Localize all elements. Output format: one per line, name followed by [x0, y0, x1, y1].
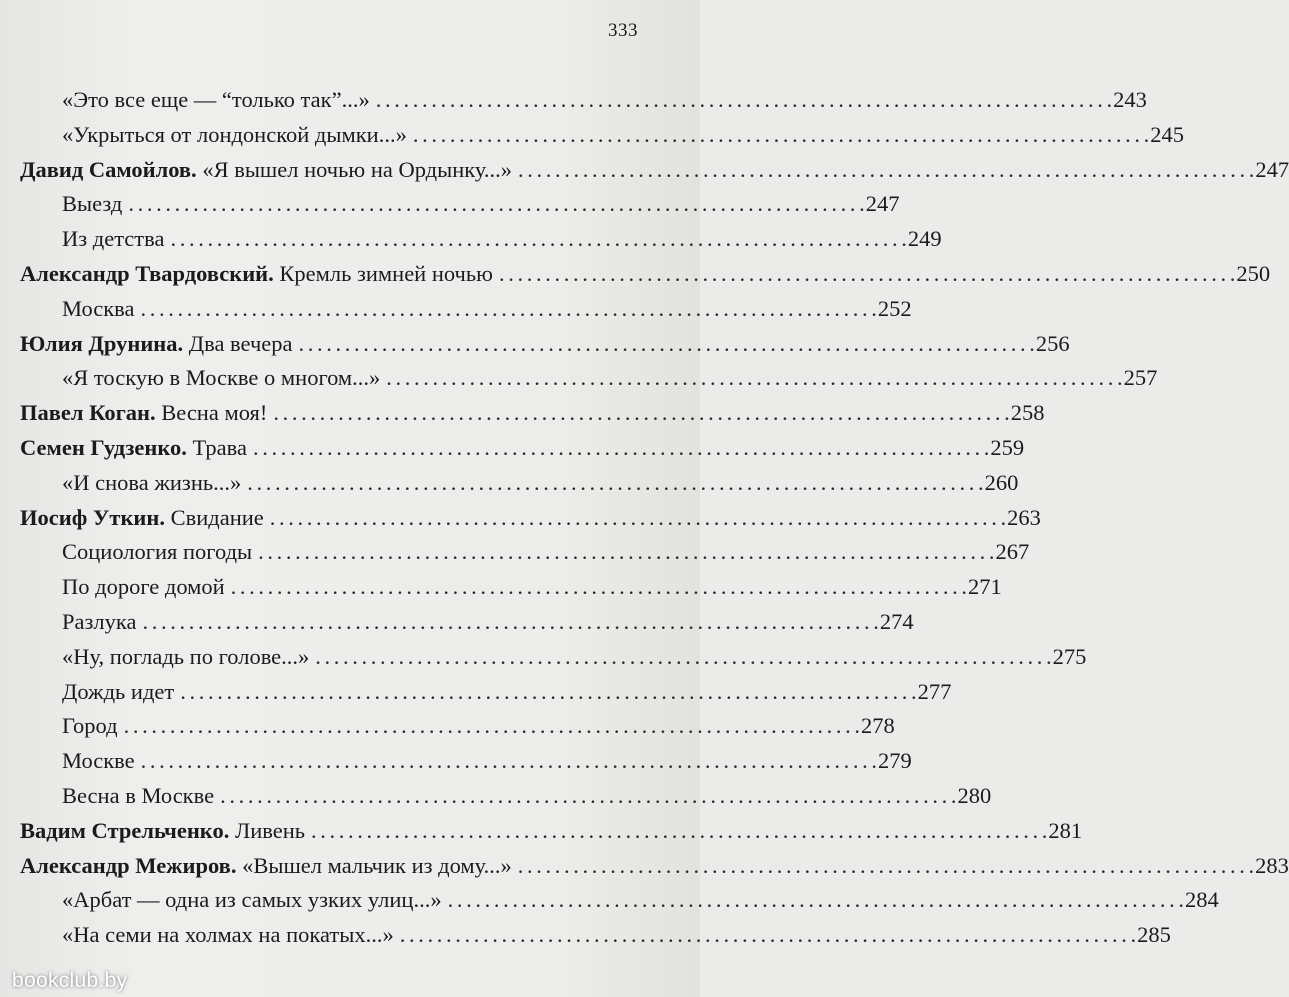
- toc-dot-leader: [128, 188, 863, 220]
- toc-entry-author: Иосиф Уткин.: [20, 504, 165, 530]
- toc-entry-author: Павел Коган.: [20, 400, 156, 426]
- toc-entry: [0, 432, 1025, 464]
- toc-dot-leader: [315, 641, 1050, 673]
- toc-entry-page: 271: [968, 574, 1002, 600]
- toc-dot-leader: [170, 223, 905, 255]
- toc-entry-title: Выезд: [62, 191, 123, 217]
- toc-dot-leader: [376, 84, 1111, 116]
- toc-entry: [0, 502, 1041, 534]
- toc-entry-page: 263: [1007, 504, 1041, 530]
- toc-entry-page: 252: [877, 295, 912, 321]
- toc-entry-author: Александр Твардовский.: [20, 261, 274, 286]
- toc-entry: [0, 223, 942, 255]
- page-number: 333: [608, 20, 638, 41]
- toc-dot-leader: [231, 571, 966, 603]
- toc-entry: [0, 84, 1147, 116]
- toc-entry-page: 245: [1150, 121, 1184, 147]
- toc-entry-page: 267: [995, 539, 1030, 565]
- toc-dot-leader: [299, 328, 1034, 360]
- toc-entry: [0, 884, 1219, 916]
- toc-entry: [0, 919, 1171, 951]
- toc-entry: [0, 154, 1289, 186]
- toc-entry-page: 285: [1137, 922, 1171, 948]
- toc-entry-title: Два вечера: [188, 330, 293, 356]
- toc-entry-title: «Я вышел ночью на Ордынку...»: [202, 156, 513, 182]
- toc-dot-leader: [124, 710, 859, 742]
- toc-entry-page: 243: [1113, 87, 1147, 112]
- toc-entry-title: «И снова жизнь...»: [62, 469, 242, 495]
- toc-entry: [0, 188, 900, 220]
- toc-entry-title: Город: [62, 713, 118, 739]
- toc-entry-page: 249: [907, 226, 942, 252]
- toc-entry-page: 280: [957, 783, 992, 808]
- toc-entry: [0, 467, 1019, 499]
- toc-entry-title: Свидание: [170, 504, 264, 530]
- site-watermark: bookclub.by: [12, 969, 128, 992]
- toc-entry-title: Из детства: [62, 226, 165, 252]
- toc-entry-title: Москве: [62, 748, 135, 774]
- toc-dot-leader: [247, 467, 982, 499]
- toc-entry-author: Давид Самойлов.: [20, 156, 197, 182]
- toc-dot-leader: [386, 362, 1121, 394]
- toc-entry: [0, 328, 1070, 360]
- toc-entry-title: «Я тоскую в Москве о многом...»: [62, 365, 381, 391]
- toc-dot-leader: [270, 502, 1005, 534]
- toc-entry-page: 259: [990, 435, 1025, 460]
- toc-dot-leader: [413, 119, 1148, 151]
- toc-entry-title: Москва: [62, 295, 135, 321]
- toc-entry: [0, 710, 895, 742]
- toc-entry: [0, 676, 952, 708]
- toc-dot-leader: [220, 780, 955, 812]
- toc-dot-leader: [180, 676, 915, 708]
- toc-entry-author: Вадим Стрельченко.: [20, 817, 230, 843]
- toc-entry-title: «Укрыться от лондонской дымки...»: [62, 121, 407, 147]
- toc-entry-page: 284: [1184, 887, 1219, 913]
- toc-entry-page: 247: [865, 191, 900, 217]
- toc-entry-page: 274: [879, 609, 914, 634]
- toc-dot-leader: [400, 919, 1135, 951]
- toc-entry: [0, 397, 1045, 429]
- toc-entry: [0, 780, 992, 812]
- toc-entry-page: 260: [984, 469, 1019, 495]
- toc-entry-title: Разлука: [62, 609, 137, 634]
- toc-entry-title: «Ну, погладь по голове...»: [62, 643, 310, 669]
- toc-entry-title: «Арбат — одна из самых узких улиц...»: [62, 887, 442, 913]
- toc-entry: [0, 536, 1030, 568]
- toc-entry-title: Весна моя!: [161, 400, 268, 426]
- toc-entry-page: 278: [860, 713, 895, 739]
- toc-entry-page: 279: [878, 748, 912, 774]
- toc-dot-leader: [273, 397, 1008, 429]
- toc-entry-title: Социология погоды: [62, 539, 253, 565]
- toc-entry: [0, 641, 1087, 673]
- toc-entry-page: 277: [917, 678, 952, 704]
- toc-entry: [0, 258, 1271, 290]
- toc-entry-page: 257: [1123, 365, 1158, 391]
- toc-dot-leader: [258, 536, 993, 568]
- toc-entry: [0, 119, 1184, 151]
- toc-dot-leader: [253, 432, 988, 464]
- toc-dot-leader: [518, 850, 1253, 882]
- toc-dot-leader: [141, 745, 876, 777]
- toc-entry-page: 250: [1236, 261, 1271, 286]
- toc-entry: [0, 815, 1083, 847]
- toc-entry-title: «Это все еще — “только так”...»: [62, 87, 370, 112]
- toc-entry-title: Ливень: [234, 817, 306, 843]
- toc-entry-page: 256: [1035, 330, 1070, 356]
- toc-entry-title: «Вышел мальчик из дому...»: [242, 852, 512, 878]
- toc-entry-title: По дороге домой: [62, 574, 225, 600]
- toc-entry-title: Дождь идет: [62, 678, 175, 704]
- toc-entry-page: 283: [1255, 852, 1289, 878]
- toc-entry-author: Александр Межиров.: [20, 852, 237, 878]
- toc-entry: [0, 606, 914, 638]
- toc-dot-leader: [499, 258, 1234, 290]
- toc-entry: [0, 571, 1002, 603]
- toc-dot-leader: [518, 154, 1253, 186]
- toc-dot-leader: [311, 815, 1046, 847]
- toc-entry-title: Трава: [192, 435, 247, 460]
- toc-entry-title: Кремль зимней ночью: [279, 261, 493, 286]
- toc-entry-title: Весна в Москве: [62, 783, 215, 808]
- toc-entry-page: 247: [1255, 156, 1289, 182]
- toc-entry: [0, 850, 1289, 882]
- toc-entry: [0, 745, 912, 777]
- toc-dot-leader: [142, 606, 877, 638]
- toc-entry: [0, 293, 912, 325]
- toc-dot-leader: [141, 293, 876, 325]
- toc-entry: [0, 362, 1158, 394]
- toc-entry-author: Семен Гудзенко.: [20, 435, 187, 460]
- toc-entry-page: 258: [1010, 400, 1045, 426]
- toc-entry-author: Юлия Друнина.: [20, 330, 184, 356]
- toc-entry-page: 275: [1052, 643, 1087, 669]
- toc-dot-leader: [448, 884, 1183, 916]
- toc-entry-title: «На семи на холмах на покатых...»: [62, 922, 394, 948]
- toc-entry-page: 281: [1048, 817, 1083, 843]
